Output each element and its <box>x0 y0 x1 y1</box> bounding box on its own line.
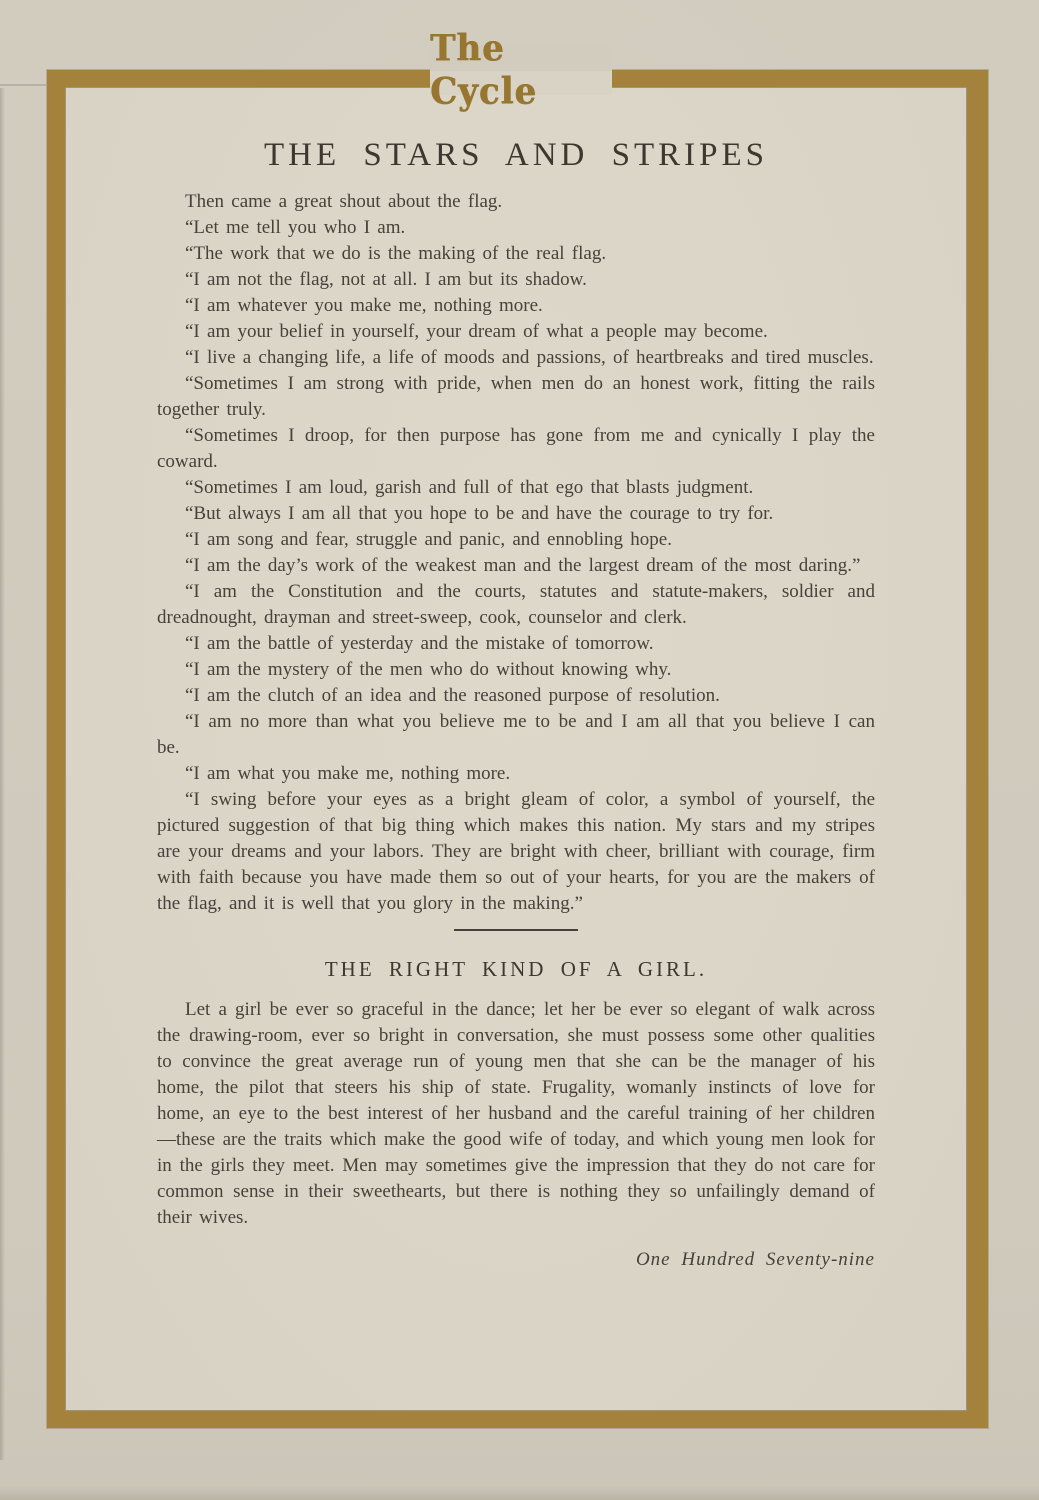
paragraph: Then came a great shout about the flag. <box>185 191 503 212</box>
article-2-body <box>157 997 875 1231</box>
photo-edge-bottom <box>0 1486 1039 1500</box>
masthead-title: The Cycle <box>430 26 538 114</box>
paragraph: “But always I am all that you hope to be and have the courage to try for. <box>185 503 774 524</box>
page-content <box>65 87 967 1411</box>
gold-border-frame <box>47 70 988 1428</box>
paragraph: “I am no more than what you believe me to be and I am all that you believe I can be. <box>157 711 875 758</box>
paragraph: “I live a changing life, a life of moods and passions, of heartbreaks and tired muscles. <box>185 347 874 368</box>
paragraph: Let a girl be ever so graceful in the dance; let her be ever so elegant of walk across the drawing-room, ever so bright in conversation, she must possess some other qualities to convince the great average run of young men that she can be the manager of his home, the pilot that steers his ship of state. Frugality, womanly instincts of love for home, an eye to the best interest of her husband and the careful training of her children—these are the traits which make the good wife of today, and which young men look for in the girls they meet. Men may sometimes give the impression that they do not care for common sense in their sweethearts, but there is nothing they so unfailingly demand of their wives. <box>157 999 875 1228</box>
paragraph: “I am the mystery of the men who do without knowing why. <box>185 659 672 680</box>
section-divider <box>454 929 578 931</box>
paragraph: “I am not the flag, not at all. I am but its shadow. <box>185 269 587 290</box>
paragraph: “I am what you make me, nothing more. <box>185 763 511 784</box>
paragraph: “I am song and fear, struggle and panic, and ennobling hope. <box>185 529 672 550</box>
article-1-title: THE STARS AND STRIPES <box>263 137 768 173</box>
masthead <box>430 26 612 114</box>
paragraph: “I swing before your eyes as a bright gleam of color, a symbol of yourself, the pictured suggestion of that big thing which makes this nation. My stars and my stripes are your dreams and your labors. They are bright with cheer, brilliant with courage, firm with faith because you have made them so out of your hearts, for you are the makers of the flag, and it is well that you glory in the making.” <box>157 789 875 914</box>
photo-edge-left <box>0 88 5 1460</box>
page-number: One Hundred Seventy-nine <box>635 1249 875 1270</box>
paragraph: “Sometimes I droop, for then purpose has gone from me and cynically I play the coward. <box>157 425 875 472</box>
paragraph: “I am your belief in yourself, your dream of what a people may become. <box>185 321 768 342</box>
article-1-body <box>157 189 875 917</box>
paragraph: “I am the clutch of an idea and the reasoned purpose of resolution. <box>185 685 720 706</box>
paragraph: “I am the Constitution and the courts, statutes and statute-makers, soldier and dreadnought, drayman and street-sweep, cook, counselor and clerk. <box>157 581 875 628</box>
paragraph: “Let me tell you who I am. <box>185 217 406 238</box>
paragraph: “Sometimes I am loud, garish and full of that ego that blasts judgment. <box>185 477 754 498</box>
article-2-title: THE RIGHT KIND OF A GIRL. <box>324 957 708 981</box>
photo-edge-top <box>0 84 46 86</box>
paragraph: “I am the battle of yesterday and the mistake of tomorrow. <box>185 633 654 654</box>
paragraph: “Sometimes I am strong with pride, when men do an honest work, fitting the rails together truly. <box>157 373 875 420</box>
paragraph: “The work that we do is the making of the real flag. <box>185 243 607 264</box>
paragraph: “I am whatever you make me, nothing more. <box>185 295 543 316</box>
paragraph: “I am the day’s work of the weakest man and the largest dream of the most daring.” <box>185 555 861 576</box>
